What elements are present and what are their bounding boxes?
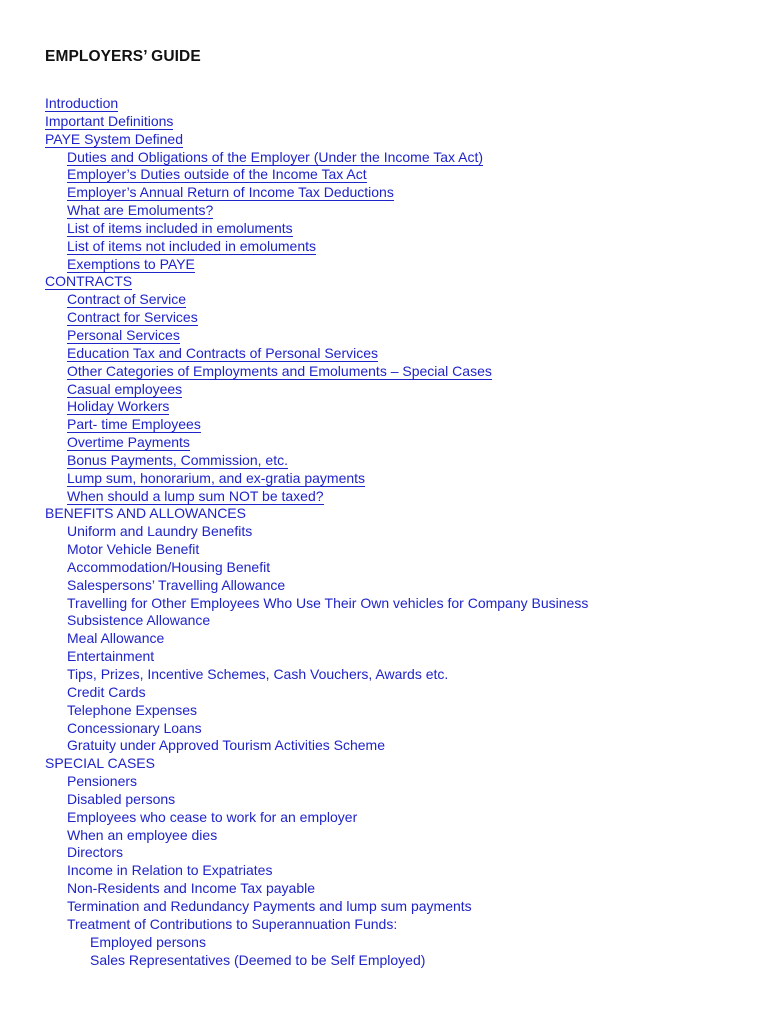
toc-item[interactable] <box>0 916 588 934</box>
toc-item[interactable] <box>0 559 588 577</box>
toc-item-label[interactable]: Part- time Employees <box>67 416 201 433</box>
toc-item-label[interactable]: What are Emoluments? <box>67 202 214 219</box>
toc-item[interactable] <box>0 844 588 862</box>
toc-item-label[interactable]: SPECIAL CASES <box>45 755 155 772</box>
toc-item-label[interactable]: Duties and Obligations of the Employer (Under the Income Tax Act) <box>67 148 484 165</box>
toc-item[interactable] <box>0 149 588 167</box>
toc-item[interactable] <box>0 488 588 506</box>
toc-item-label[interactable]: Directors <box>67 844 124 861</box>
toc-item-label[interactable]: Entertainment <box>67 648 155 665</box>
toc-item-label[interactable]: CONTRACTS <box>45 273 133 290</box>
toc-item[interactable] <box>0 131 588 149</box>
toc-item[interactable] <box>0 327 588 345</box>
toc-item[interactable] <box>0 184 588 202</box>
toc-item-label[interactable]: Other Categories of Employments and Emoluments – Special Cases <box>67 362 492 379</box>
toc-item[interactable] <box>0 666 588 684</box>
toc-item-label[interactable]: Accommodation/Housing Benefit <box>67 558 271 575</box>
toc-item[interactable] <box>0 952 588 970</box>
toc-item-label[interactable]: Important Definitions <box>45 112 174 129</box>
toc-item-label[interactable]: Telephone Expenses <box>67 701 197 718</box>
toc-item[interactable] <box>0 505 588 523</box>
toc-item[interactable] <box>0 202 588 220</box>
toc-item-label[interactable]: Personal Services <box>67 326 180 343</box>
toc-item-label[interactable]: Concessionary Loans <box>67 719 202 736</box>
page-title: EMPLOYERS’ GUIDE <box>45 48 201 65</box>
toc-item[interactable] <box>0 238 588 256</box>
toc-item-label[interactable]: Bonus Payments, Commission, etc. <box>67 451 288 468</box>
toc-item-label[interactable]: Contract of Service <box>67 291 187 308</box>
toc-item-label[interactable]: PAYE System Defined <box>45 130 183 147</box>
toc-item-label[interactable]: Salespersons’ Travelling Allowance <box>67 576 286 593</box>
toc-item-label[interactable]: Sales Representatives (Deemed to be Self Employed) <box>90 951 426 968</box>
toc-item[interactable] <box>0 381 588 399</box>
toc-item[interactable] <box>0 862 588 880</box>
toc-item-label[interactable]: Income in Relation to Expatriates <box>67 862 273 879</box>
toc-item-label[interactable]: Contract for Services <box>67 309 198 326</box>
toc-item[interactable] <box>0 702 588 720</box>
toc-item[interactable] <box>0 737 588 755</box>
toc-item-label[interactable]: Travelling for Other Employees Who Use Their Own vehicles for Company Business <box>67 594 589 611</box>
toc-item[interactable] <box>0 95 588 113</box>
toc-item[interactable] <box>0 595 588 613</box>
toc-item-label[interactable]: List of items included in emoluments <box>67 219 293 236</box>
toc-item[interactable] <box>0 773 588 791</box>
toc-item[interactable] <box>0 113 588 131</box>
toc-item-label[interactable]: Employees who cease to work for an employer <box>67 808 358 825</box>
toc-item-label[interactable]: Uniform and Laundry Benefits <box>67 523 253 540</box>
toc-item-label[interactable]: Treatment of Contributions to Superannuation Funds: <box>67 915 398 932</box>
toc-item[interactable] <box>0 577 588 595</box>
toc-item-label[interactable]: Meal Allowance <box>67 630 165 647</box>
toc-item[interactable] <box>0 809 588 827</box>
toc-item-label[interactable]: When an employee dies <box>67 826 218 843</box>
toc-item-label[interactable]: Employer’s Annual Return of Income Tax Deductions <box>67 184 394 201</box>
toc-item[interactable] <box>0 470 588 488</box>
toc-item-label[interactable]: When should a lump sum NOT be taxed? <box>67 487 324 504</box>
toc-item-label[interactable]: Overtime Payments <box>67 434 190 451</box>
toc-item[interactable] <box>0 630 588 648</box>
toc-item[interactable] <box>0 166 588 184</box>
toc-item[interactable] <box>0 256 588 274</box>
toc-item[interactable] <box>0 363 588 381</box>
toc-item-label[interactable]: Gratuity under Approved Tourism Activities Scheme <box>67 737 386 754</box>
toc-item-label[interactable]: Disabled persons <box>67 790 176 807</box>
toc-item[interactable] <box>0 934 588 952</box>
toc-item-label[interactable]: Employer’s Duties outside of the Income Tax Act <box>67 166 367 183</box>
toc-item[interactable] <box>0 398 588 416</box>
toc-item[interactable] <box>0 291 588 309</box>
toc-item-label[interactable]: Non-Residents and Income Tax payable <box>67 880 316 897</box>
toc-item[interactable] <box>0 273 588 291</box>
toc-item[interactable] <box>0 309 588 327</box>
toc-item-label[interactable]: Motor Vehicle Benefit <box>67 541 200 558</box>
toc-item-label[interactable]: Employed persons <box>90 933 206 950</box>
toc-item-label[interactable]: List of items not included in emoluments <box>67 237 317 254</box>
toc-item-label[interactable]: Termination and Redundancy Payments and lump sum payments <box>67 897 472 914</box>
toc-item[interactable] <box>0 791 588 809</box>
toc-item[interactable] <box>0 898 588 916</box>
toc-item-label[interactable]: BENEFITS AND ALLOWANCES <box>45 505 246 522</box>
toc-item-label[interactable]: Pensioners <box>67 773 138 790</box>
toc-item[interactable] <box>0 720 588 738</box>
toc-item[interactable] <box>0 452 588 470</box>
toc-item[interactable] <box>0 612 588 630</box>
toc-item-label[interactable]: Casual employees <box>67 380 183 397</box>
toc-item-label[interactable]: Introduction <box>45 95 119 111</box>
toc-item-label[interactable]: Credit Cards <box>67 683 146 700</box>
table-of-contents <box>0 95 588 969</box>
toc-item[interactable] <box>0 827 588 845</box>
toc-item-label[interactable]: Education Tax and Contracts of Personal Services <box>67 344 379 361</box>
toc-item-label[interactable]: Subsistence Allowance <box>67 612 211 629</box>
toc-item[interactable] <box>0 684 588 702</box>
toc-item-label[interactable]: Exemptions to PAYE <box>67 255 195 272</box>
toc-item[interactable] <box>0 648 588 666</box>
toc-item-label[interactable]: Holiday Workers <box>67 398 170 415</box>
toc-item[interactable] <box>0 880 588 898</box>
toc-item-label[interactable]: Tips, Prizes, Incentive Schemes, Cash Vouchers, Awards etc. <box>67 666 449 682</box>
toc-item[interactable] <box>0 345 588 363</box>
toc-item[interactable] <box>0 434 588 452</box>
toc-item[interactable] <box>0 220 588 238</box>
toc-item[interactable] <box>0 416 588 434</box>
toc-item[interactable] <box>0 523 588 541</box>
toc-item[interactable] <box>0 541 588 559</box>
toc-item[interactable] <box>0 755 588 773</box>
toc-item-label[interactable]: Lump sum, honorarium, and ex-gratia payments <box>67 469 366 486</box>
